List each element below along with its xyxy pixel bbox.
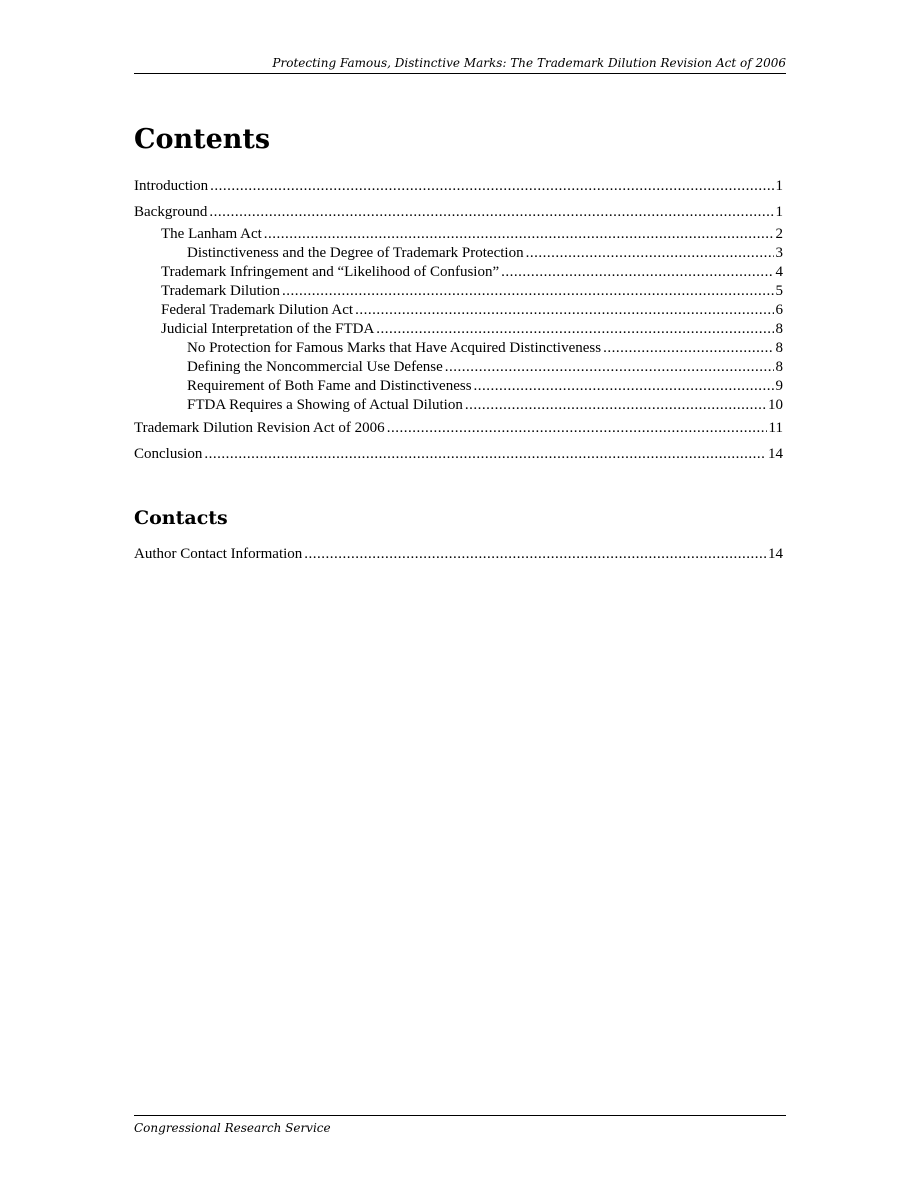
toc-dot-leader [376,320,773,338]
toc-dot-leader [304,545,766,563]
toc-dot-leader [501,263,773,281]
toc-entry-label: No Protection for Famous Marks that Have Acquired Distinctiveness [187,340,602,356]
toc-page-number: 11 [768,420,783,436]
toc-entry-ftda[interactable] [161,301,783,319]
toc-page-number: 8 [775,340,783,356]
toc-entry-label: Judicial Interpretation of the FTDA [161,321,375,337]
toc-page-number: 6 [775,302,783,318]
footer-organization: Congressional Research Service [134,1121,331,1135]
toc-dot-leader [445,358,774,376]
toc-entry-conclusion[interactable] [134,445,783,463]
contents-heading: Contents [134,124,271,155]
toc-entry-label: FTDA Requires a Showing of Actual Dilution [187,397,463,413]
toc-page-number: 9 [775,378,783,394]
toc-dot-leader [465,396,766,414]
toc-dot-leader [209,203,773,221]
toc-dot-leader [526,244,774,262]
toc-dot-leader [264,225,774,243]
toc-page-number: 5 [775,283,783,299]
toc-entry-tdra-2006[interactable] [134,419,783,437]
toc-page-number: 1 [775,204,783,220]
toc-dot-leader [387,419,767,437]
toc-page-number: 8 [775,359,783,375]
toc-entry-no-protection[interactable] [187,339,783,357]
toc-page-number: 14 [768,446,783,462]
toc-entry-fame-distinctiveness[interactable] [187,377,783,395]
toc-dot-leader [204,445,766,463]
toc-page-number: 4 [775,264,783,280]
toc-entry-label: Defining the Noncommercial Use Defense [187,359,443,375]
toc-entry-background[interactable] [134,203,783,221]
toc-entry-label: Requirement of Both Fame and Distinctiveness [187,378,472,394]
toc-entry-label: Trademark Infringement and “Likelihood of Confusion” [161,264,500,280]
toc-page-number: 3 [775,245,783,261]
toc-entry-label: Distinctiveness and the Degree of Trademark Protection [187,245,524,261]
toc-page-number: 1 [775,178,783,194]
toc-entry-noncommercial-use[interactable] [187,358,783,376]
toc-page-number: 14 [768,546,783,562]
running-header [134,55,786,74]
toc-dot-leader [474,377,774,395]
toc-page-number: 2 [775,226,783,242]
toc-entry-label: Background [134,204,208,220]
toc-entry-author-contact[interactable] [134,545,783,563]
toc-entry-lanham-act[interactable] [161,225,783,243]
toc-entry-infringement[interactable] [161,263,783,281]
toc-entry-introduction[interactable] [134,177,783,195]
running-footer [134,1115,786,1135]
toc-entry-actual-dilution[interactable] [187,396,783,414]
toc-page-number: 10 [768,397,783,413]
toc-entry-label: Author Contact Information [134,546,303,562]
toc-entry-trademark-dilution[interactable] [161,282,783,300]
toc-dot-leader [603,339,773,357]
toc-entry-label: Federal Trademark Dilution Act [161,302,354,318]
contacts-heading: Contacts [134,507,228,529]
toc-dot-leader [282,282,773,300]
toc-entry-label: The Lanham Act [161,226,262,242]
toc-entry-distinctiveness[interactable] [187,244,783,262]
toc-entry-label: Trademark Dilution [161,283,281,299]
toc-page-number: 8 [775,321,783,337]
toc-entry-judicial-interpretation[interactable] [161,320,783,338]
toc-entry-label: Introduction [134,178,209,194]
running-header-title: Protecting Famous, Distinctive Marks: The Trademark Dilution Revision Act of 2006 [272,56,786,70]
toc-entry-label: Trademark Dilution Revision Act of 2006 [134,420,385,436]
toc-dot-leader [210,177,773,195]
toc-dot-leader [355,301,773,319]
toc-entry-label: Conclusion [134,446,203,462]
